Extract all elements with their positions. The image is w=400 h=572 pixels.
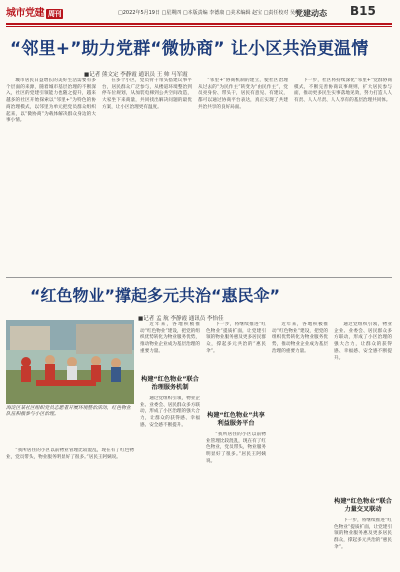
article1-byline: ■记者 熊文定 李静霞 通讯员 王 帅 马军霞 bbox=[84, 72, 188, 78]
article2-subhead-1: 构建“红色物业”联合治理服务机制 bbox=[141, 376, 199, 391]
photo-caption: 海淀区某社区组织党员志愿者开展环境整治活动，红色物业队伍积极参与小区治理。 bbox=[6, 406, 131, 418]
article2-column-4: 近年来，各地积极推动“红色物业”建设，把党的组织优势转化为物业服务优势，推动物业企业成为基层治理的重要力量。 bbox=[272, 322, 328, 354]
article2-column-5b: 下一步，将继续推进“红色物业”提质扩面，让党建引领的物业服务惠及更多居民群众，撑起多元共治的“惠民伞”。 bbox=[334, 518, 392, 550]
issue-meta: □2022年5月19日 □星期四 □本版责编 李德康 □美术编辑 赵宝 □责任校对 吴琳 bbox=[118, 10, 301, 16]
header-rule bbox=[6, 23, 392, 25]
article2-subhead-3: 构建“红色物业”联合力量交叉联动 bbox=[334, 498, 392, 513]
article2-column-5: 通过党组织引领，物业企业、业委会、居民群众多方联动，形成了小区治理的强大合力，让群众的获得感、幸福感、安全感不断提升。 bbox=[334, 322, 392, 361]
article1-column-2: 在多个小区，党员骨干带头搭建议事平台，居民群众广泛参与，从楼道环境整治到停车位规划，从加装电梯到公共空间改造，大家坐下来商量，共同找出解决问题的最优方案，让小区治理更有温度。 bbox=[102, 78, 192, 110]
article2-headline: “红色物业”撑起多元共治“惠民伞” bbox=[30, 286, 281, 305]
article2-column-3b: “我所居住的小区以前物业管理比较混乱，现在有了红色物业，党员带头，物业服务明显好了很多。”居民王阿姨说。 bbox=[206, 432, 266, 464]
article2-subhead-2: 构建“红色物业”共享利益服务平台 bbox=[207, 412, 265, 427]
header-rule-thin bbox=[6, 26, 392, 27]
masthead bbox=[0, 0, 400, 24]
article2-column-1: “我所居住的小区以前物业管理比较混乱，现在有了红色物业，党员带头，物业服务明显好了很多。”居民王阿姨说。 bbox=[6, 448, 134, 460]
news-photo bbox=[6, 320, 134, 404]
article2-column-3a: 下一步，将继续推进“红色物业”提质扩面，让党建引领的物业服务惠及更多居民群众，撑起多元共治的“惠民伞”。 bbox=[206, 322, 266, 354]
article2-column-2b: 通过党组织引领，物业企业、业委会、居民群众多方联动，形成了小区治理的强大合力，让群众的获得感、幸福感、安全感不断提升。 bbox=[140, 396, 200, 428]
article-divider bbox=[6, 277, 392, 278]
article1-headline: “邻里+”助力党群“微协商” 让小区共治更温情 bbox=[10, 39, 369, 59]
article2-column-2a: 近年来，各地积极推动“红色物业”建设，把党的组织优势转化为物业服务优势，推动物业企业成为基层治理的重要力量。 bbox=[140, 322, 200, 354]
article1-column-4: 下一步，社区将持续深化“邻里+”党群协商模式，不断完善协商议事规则，扩大居民参与面，推动更多民生实事落地见效，努力打造人人有责、人人尽责、人人享有的基层治理共同体。 bbox=[294, 78, 392, 104]
article2-byline: ■记者 孟 航 李静霞 通讯员 李怡佳 bbox=[138, 316, 224, 322]
section-title: 党建动态 bbox=[295, 9, 327, 18]
article1-column-1: 城市居民日益增长的美好生活需要有多个层面的来源，随着城市基层治理的不断深入，社区的党建引领能力也随之提升，越来越多的社区开始探索以“邻里+”为特色的协商治理模式，以邻里为单元把党员群众组织起来，以“微协商”为载体解决群众身边的大事小情。 bbox=[6, 78, 96, 124]
article1-column-3: “邻里+”协商机制的建立，使社区治理从过去的“为民作主”转变为“由民作主”，党员亮身份、带头干，居民有意见、有建议，都可以通过协商平台表达，真正实现了共建共治共享的良好局面。 bbox=[198, 78, 288, 110]
page-number: B15 bbox=[350, 4, 376, 18]
newspaper-logo: 城市党建 周刊 bbox=[6, 8, 61, 19]
